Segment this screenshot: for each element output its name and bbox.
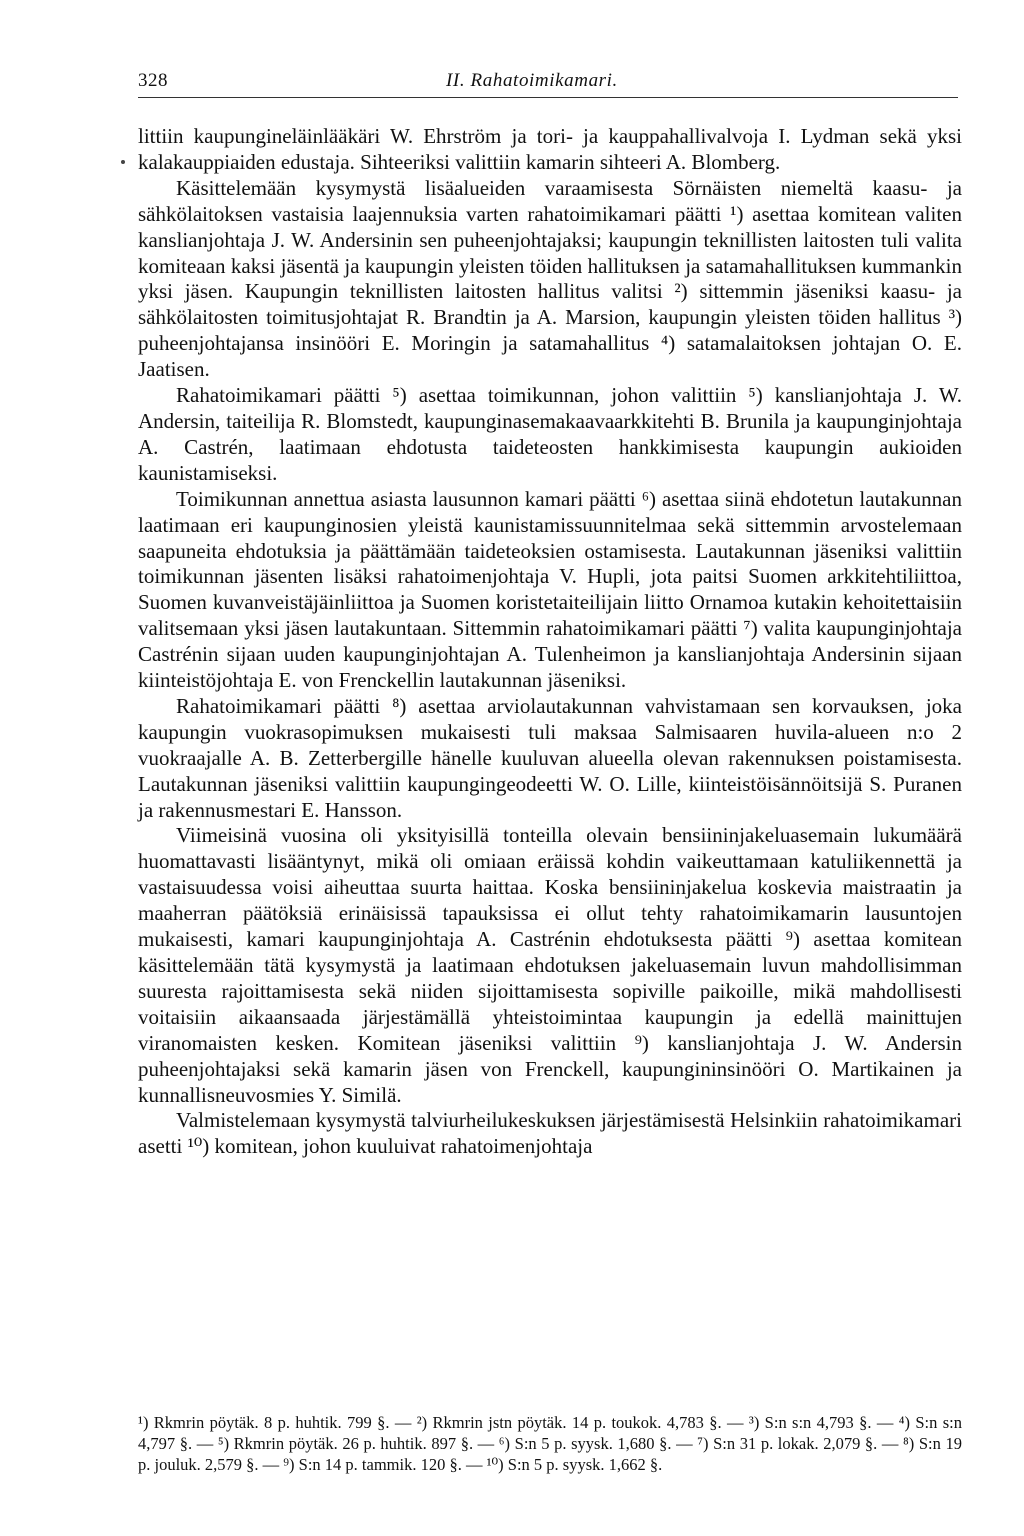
page-header (138, 70, 958, 100)
paragraph-5: Rahatoimikamari päätti ⁸) asettaa arviolautakunnan vahvistamaan sen korvauksen, joka kaupungin vuokrasopimuksen mukaisesti tuli maksaa Salmisaaren huvila-alueen n:o 2 vuokraajalle A. B. Zetterbergille hänelle kuuluvan alueella olevan rakennuksen poistamisesta. Lautakunnan jäseniksi valittiin kaupungingeodeetti W. O. Lille, kiinteistöisännöitsijä S. Puranen ja rakennusmestari E. Hansson. (138, 693, 962, 822)
paragraph-3: Rahatoimikamari päätti ⁵) asettaa toimikunnan, johon valittiin ⁵) kanslianjohtaja J. W. Andersin, taiteilija R. Blomstedt, kaupunginasemakaavaarkkitehti B. Brunila ja kaupunginjohtaja A. Castrén, laatimaan ehdotusta taideteosten hankkimisesta kaupungin aukioiden kaunistamiseksi. (138, 383, 962, 485)
paragraph-4: Toimikunnan annettua asiasta lausunnon kamari päätti ⁶) asettaa siinä ehdotetun lautakunnan laatimaan eri kaupunginosien yleistä kaunistamissuunnitelmaa sekä sittemmin arvostelemaan saapuneita ehdotuksia ja päättämään taideteoksien ostamisesta. Lautakunnan jäseniksi valittiin toimikunnan jäsenten lisäksi rahatoimenjohtaja V. Hupli, jota paitsi Suomen arkkitehtiliittoa, Suomen kuvanveistäjäinliittoa ja Suomen koristetaiteilijain liitto Ornamoa kutakin kehoitettaisiin valitsemaan yksi jäsen lautakuntaan. Sittemmin rahatoimikamari päätti ⁷) valita kaupunginjohtaja Castrénin sijaan uuden kaupunginjohtajan A. Tulenheimon ja kanslianjohtaja Andersinin sijaan kiinteistöjohtaja E. von Frenckellin lautakunnan jäseniksi. (138, 486, 962, 693)
body-text (138, 124, 962, 1160)
footnote-text: ¹) Rkmrin pöytäk. 8 p. huhtik. 799 §. — ²) Rkmrin jstn pöytäk. 14 p. toukok. 4,783 §. — ³) S:n s:n 4,793 §. — ⁴) S:n s:n 4,797 §. — ⁵) Rkmrin pöytäk. 26 p. huhtik. 897 §. — ⁶) S:n 5 p. syysk. 1,680 §. — ⁷) S:n 31 p. lokak. 2,079 §. — ⁸) S:n 19 p. jouluk. 2,579 §. — ⁹) S:n 14 p. tammik. 120 §. — ¹⁰) S:n 5 p. syysk. 1,662 §. (138, 1413, 962, 1475)
paragraph-1: littiin kaupungineläinlääkäri W. Ehrström ja tori- ja kauppahallivalvoja I. Lydman sekä yksi kalakauppiaiden edustaja. Sihteeriksi valittiin kamarin sihteeri A. Blomberg. (138, 124, 962, 174)
header-rule (138, 97, 958, 98)
running-title: II. Rahatoimikamari. (446, 70, 618, 91)
margin-dot (121, 160, 125, 164)
page-number: 328 (138, 70, 168, 91)
footnotes (138, 1412, 962, 1476)
paragraph-2: Käsittelemään kysymystä lisäalueiden varaamisesta Sörnäisten niemeltä kaasu- ja sähkölaitoksen vastaisia laajennuksia varten rahatoimikamari päätti ¹) asettaa komitean valiten kanslianjohtaja J. W. Andersinin sen puheenjohtajaksi; kaupungin teknillisten laitosten tuli valita komiteaan kaksi jäsentä ja kaupungin yleisten töiden hallituksen ja satamahallituksen kummankin yksi jäsen. Kaupungin teknillisten laitosten hallitus valitsi ²) sittemmin jäseniksi kaasu- ja sähkölaitosten toimitusjohtajat R. Brandtin ja A. Marsion, kaupungin yleisten töiden hallitus ³) puheenjohtajansa insinööri E. Moringin ja satamahallitus ⁴) satamalaitoksen johtajan O. E. Jaatisen. (138, 175, 962, 382)
paragraph-6: Viimeisinä vuosina oli yksityisillä tonteilla olevain bensiininjakeluasemain lukumäärä huomattavasti lisääntynyt, mikä oli omiaan eräissä kohdin vaikeuttamaan katuliikennettä ja vastaisuudessa voisi aiheuttaa suurta haittaa. Koska bensiininjakelua koskevia maistraatin ja maaherran päätöksiä erinäisissä tapauksissa ei ollut tehty rahatoimikamarin lausuntojen mukaisesti, kamari kaupunginjohtaja A. Castrénin ehdotuksesta päätti ⁹) asettaa komitean käsittelemään tätä kysymystä ja laatimaan ehdotuksen jakeluasemain luvun mahdollisimman suuresta rajoittamisesta sekä niiden sijoittamisesta sopiville paikoille, mikä mahdollisesti voitaisiin aikaansaada järjestämällä yhteistoimintaa kaupungin ja edellä mainittujen viranomaisten kesken. Komitean jäseniksi valittiin ⁹) kanslianjohtaja J. W. Andersin puheenjohtajaksi sekä kamarin jäsen von Frenckell, kaupungininsinööri O. Martikainen ja kunnallisneuvosmies Y. Similä. (138, 823, 962, 1107)
paragraph-7: Valmistelemaan kysymystä talviurheilukeskuksen järjestämisestä Helsinkiin rahatoimikamari asetti ¹⁰) komitean, johon kuuluivat rahatoimenjohtaja (138, 1108, 962, 1159)
